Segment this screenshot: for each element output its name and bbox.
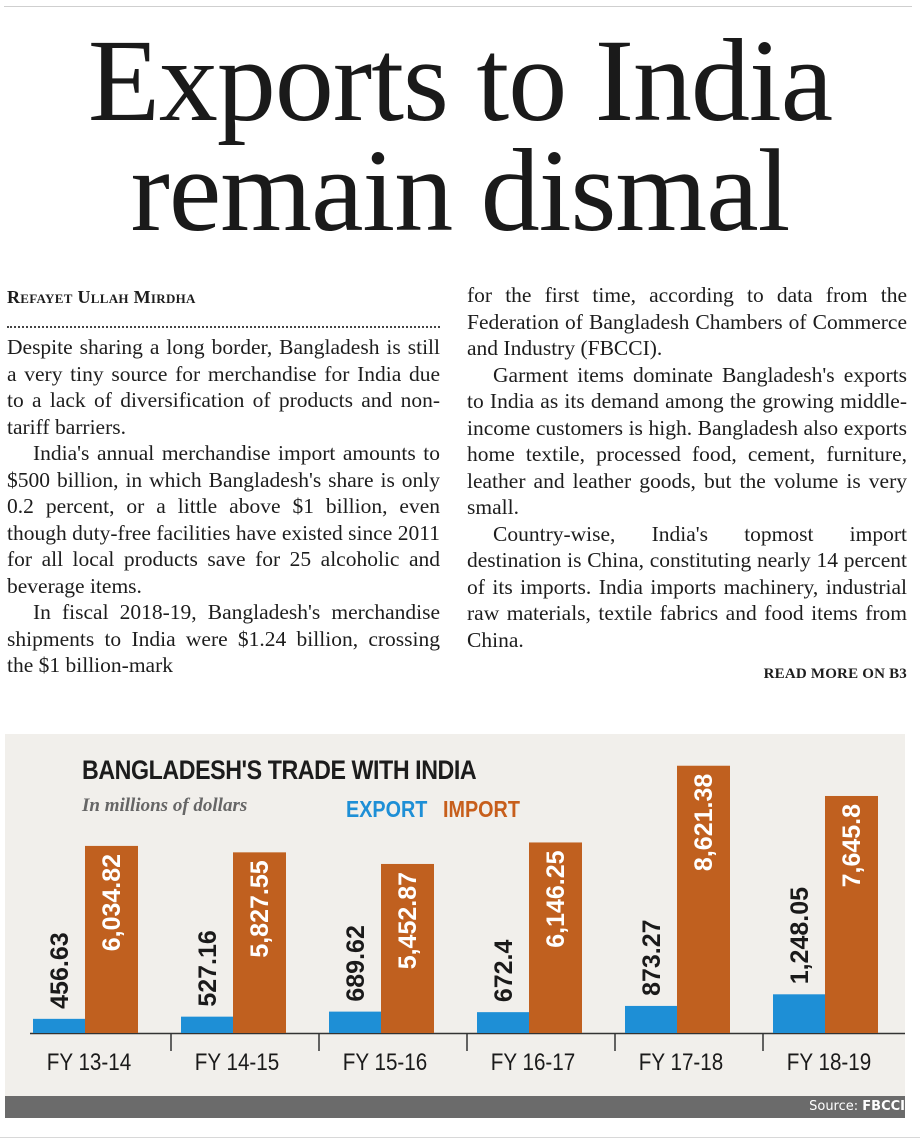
paragraph-1: Despite sharing a long border, Bangladesh is still a very tiny source for merchandise for India due to a lack of diversification of products and non-tariff barriers. bbox=[7, 335, 440, 439]
export-value-label: 456.63 bbox=[46, 932, 74, 1009]
import-value-label: 5,827.55 bbox=[246, 860, 274, 958]
export-bar bbox=[181, 1017, 233, 1033]
export-bar bbox=[625, 1006, 677, 1033]
byline: Refayet Ullah Mirdha bbox=[7, 287, 196, 307]
export-value-label: 689.62 bbox=[342, 925, 370, 1002]
export-value-label: 1,248.05 bbox=[786, 886, 814, 985]
export-value-label: 527.16 bbox=[194, 930, 222, 1007]
x-tick-label: FY 13-14 bbox=[46, 1048, 132, 1076]
import-value-label: 7,645.8 bbox=[838, 803, 866, 888]
export-bar bbox=[329, 1012, 381, 1033]
page-bottom-rule bbox=[0, 1137, 920, 1138]
paragraph-5: Garment items dominate Bangladesh's exports to India as its demand among the growing middle-income customers is high. Bangladesh also exports home textile, processed food, cement, furniture, leather and leather goods, but the volume is very small. bbox=[467, 362, 907, 519]
x-tick-label: FY 17-18 bbox=[638, 1048, 724, 1076]
chart-subtitle: In millions of dollars bbox=[82, 795, 248, 816]
legend-import: IMPORT bbox=[443, 796, 520, 822]
x-tick-label: FY 15-16 bbox=[342, 1048, 428, 1076]
import-value-label: 5,452.87 bbox=[394, 871, 422, 970]
paragraph-2: India's annual merchandise import amounts to $500 billion, in which Bangladesh's share is only 0.2 percent, or a little above $1 billion, even though duty-free facilities have existed since 2011 for all local products save for 25 alcoholic and beverage items. bbox=[7, 441, 440, 598]
chart-title: BANGLADESH'S TRADE WITH INDIA bbox=[82, 755, 477, 785]
import-value-label: 6,034.82 bbox=[98, 853, 126, 952]
x-tick-label: FY 16-17 bbox=[490, 1048, 576, 1076]
export-value-label: 672.4 bbox=[490, 939, 518, 1003]
x-tick-label: FY 14-15 bbox=[194, 1048, 280, 1076]
read-more-link[interactable]: READ MORE ON B3 bbox=[763, 666, 907, 682]
paragraph-3: In fiscal 2018-19, Bangladesh's merchandise shipments to India were $1.24 billion, crossing the $1 billion-mark bbox=[7, 600, 440, 677]
headline-line-2: remain dismal bbox=[130, 125, 790, 256]
export-bar bbox=[33, 1019, 85, 1033]
legend-export: EXPORT bbox=[346, 796, 428, 822]
source-label: Source: bbox=[809, 1099, 859, 1114]
import-value-label: 6,146.25 bbox=[542, 850, 570, 948]
export-bar bbox=[773, 994, 825, 1033]
import-value-label: 8,621.38 bbox=[690, 773, 718, 872]
x-tick-label: FY 18-19 bbox=[786, 1048, 872, 1076]
export-bar bbox=[477, 1012, 529, 1033]
paragraph-4: for the first time, according to data from the Federation of Bangladesh Chambers of Commerce and Industry (FBCCI). bbox=[467, 283, 907, 360]
export-value-label: 873.27 bbox=[638, 919, 666, 996]
source-name: FBCCI bbox=[862, 1099, 905, 1114]
headline-line-1: Exports to India bbox=[87, 15, 833, 146]
paragraph-6: Country-wise, India's topmost import destination is China, constituting nearly 14 percent of its imports. India imports machinery, industrial raw materials, textile fabrics and food items from China. bbox=[467, 521, 907, 652]
